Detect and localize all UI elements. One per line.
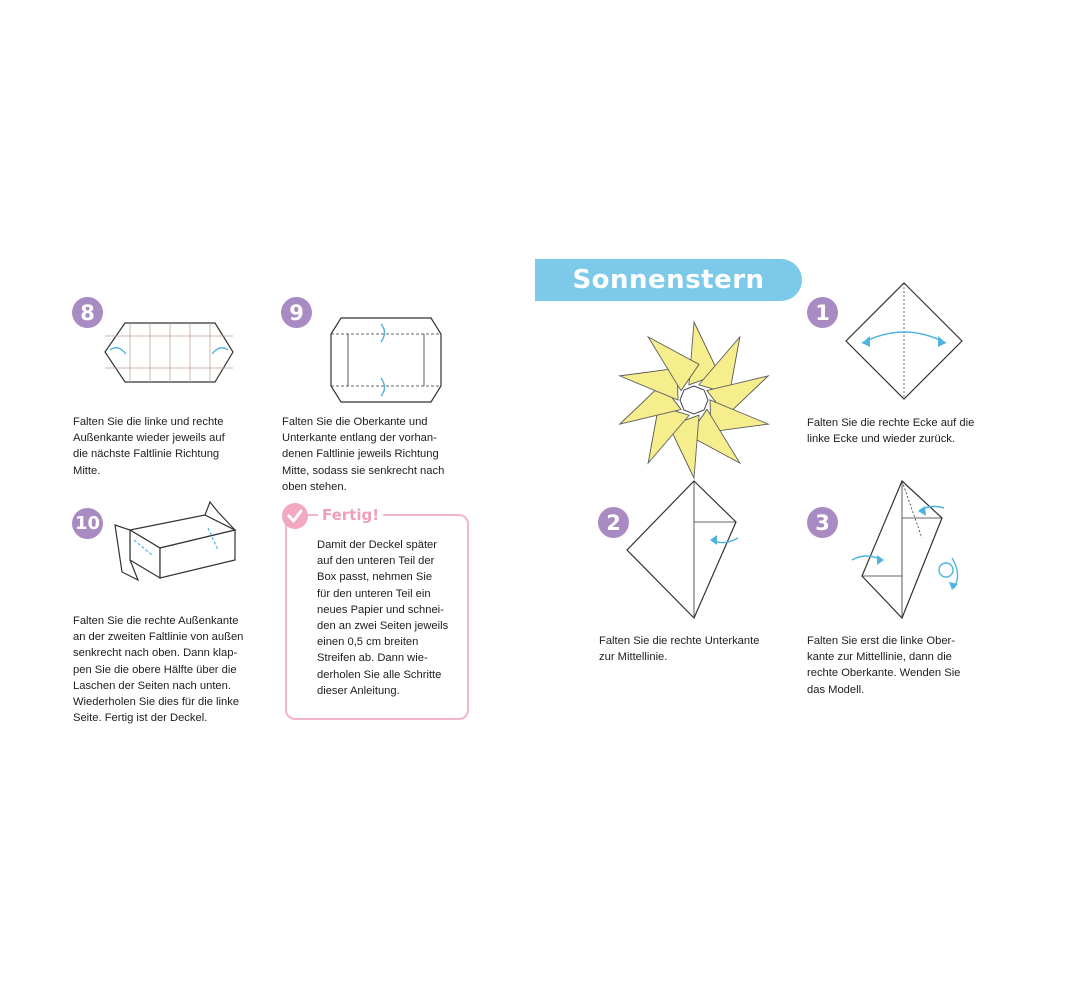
step-1-badge: 1: [807, 297, 838, 328]
step-3-diagram: [846, 478, 970, 622]
step-8-text: Falten Sie die linke und rechte Außenkante wieder jeweils auf die nächste Faltlinie Richtung Mitte.: [73, 416, 225, 477]
star-ray: [710, 400, 768, 432]
checkmark-icon: [282, 503, 308, 529]
star-illustration: [612, 318, 776, 482]
step-8-badge: 8: [72, 297, 103, 328]
section-title-banner: [535, 259, 802, 301]
done-text: Damit der Deckel später auf den unteren Teil der Box passt, nehmen Sie für den unteren Teil ein neues Papier und schnei- den an zwei Seiten jeweils einen 0,5 cm breiten Streifen ab. Dann wie- derholen Sie alle Schritte dieser Anleitung.: [317, 539, 449, 697]
done-label: Fertig!: [318, 506, 383, 524]
step-1-text: Falten Sie die rechte Ecke auf die linke Ecke und wieder zurück.: [807, 417, 975, 446]
step-2-badge: 2: [598, 507, 629, 538]
step-9-badge: 9: [281, 297, 312, 328]
step-3-badge: 3: [807, 507, 838, 538]
step-10-badge: 10: [72, 508, 103, 539]
step-3-text: Falten Sie erst die linke Ober- kante zur Mittellinie, dann die rechte Oberkante. Wenden Sie das Modell.: [807, 635, 961, 696]
star-ray: [620, 368, 678, 400]
step-2-text: Falten Sie die rechte Unterkante zur Mittellinie.: [599, 635, 760, 664]
step-1-diagram: [842, 281, 966, 401]
step-9-text: Falten Sie die Oberkante und Unterkante entlang der vorhan- denen Faltlinie jeweils Richtung Mitte, sodass sie senkrecht nach oben stehen.: [282, 416, 445, 493]
step-10-diagram: [110, 500, 250, 600]
step-10-text: Falten Sie die rechte Außenkante an der zweiten Faltlinie von außen senkrecht nach oben. Dann klap- pen Sie die obere Hälfte über die Laschen der Seiten nach unten. Wiederholen Sie dies für die linke Seite. Fertig ist der Deckel.: [73, 615, 244, 725]
step-2-diagram: [624, 478, 740, 622]
step-8-diagram: [100, 320, 240, 400]
step-9-diagram: [326, 316, 446, 406]
section-title: Sonnenstern: [572, 265, 765, 295]
